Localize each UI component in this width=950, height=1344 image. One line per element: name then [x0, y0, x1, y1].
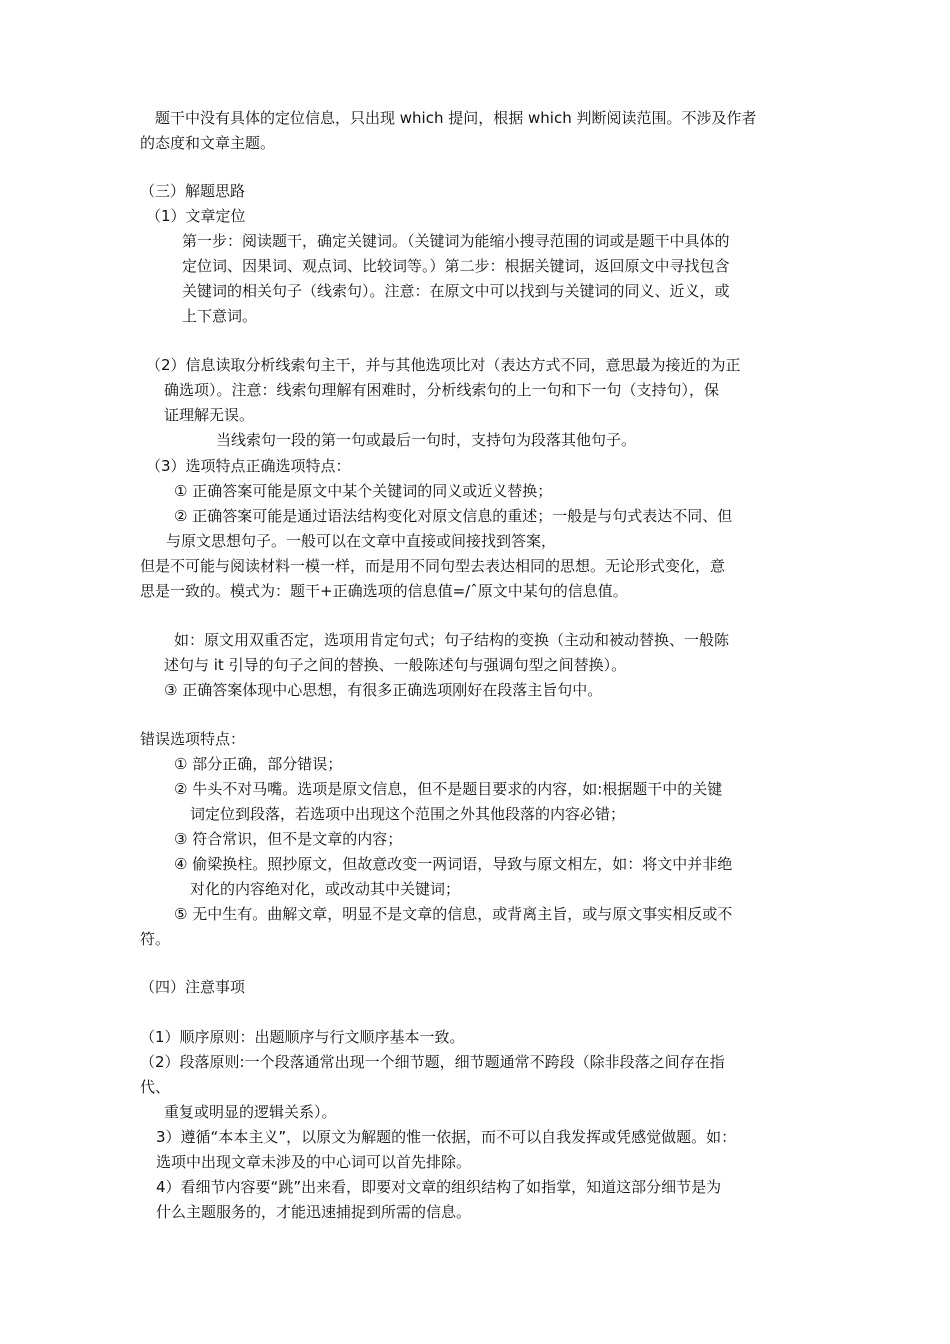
wrong-line-1: ① 部分正确，部分错误；	[174, 755, 343, 773]
step2-line-4: 当线索句一段的第一句或最后一句时，支持句为段落其他句子。	[216, 431, 637, 449]
wrong-line-7: ⑤ 无中生有。曲解文章，明显不是文章的信息，或背离主旨，或与原文事实相反或不	[174, 905, 733, 923]
section4-line-6: 选项中出现文章未涉及的中心词可以首先排除。	[156, 1153, 472, 1171]
step3-title: （3）选项特点正确选项特点：	[146, 457, 351, 475]
section4-line-1: （1）顺序原则：出题顺序与行文顺序基本一致。	[140, 1028, 465, 1046]
correct-line-6: 如：原文用双重否定，选项用肯定句式；句子结构的变换（主动和被动替换、一般陈	[174, 631, 730, 649]
wrong-line-8: 符。	[140, 930, 171, 948]
section3-heading: （三）解题思路	[140, 182, 246, 200]
wrong-line-5: ④ 偷梁换柱。照抄原文，但故意改变一两词语，导致与原文相左，如：将文中并非绝	[174, 855, 733, 873]
section4-heading: （四）注意事项	[140, 978, 246, 996]
correct-line-2: ② 正确答案可能是通过语法结构变化对原文信息的重述；一般是与句式表达不同、但	[174, 507, 733, 525]
wrong-title: 错误选项特点：	[140, 730, 246, 748]
step1-line-2: 定位词、因果词、观点词、比较词等。）第二步：根据关键词，返回原文中寻找包含	[182, 257, 730, 275]
section4-line-3: 代、	[140, 1078, 171, 1096]
correct-line-5: 思是一致的。模式为：题干+正确选项的信息值=/ˆ原文中某句的信息值。	[140, 582, 628, 600]
section4-line-5: 3）遵循“本本主义”，以原文为解题的惟一依据，而不可以自我发挥或凭感觉做题。如：	[156, 1128, 737, 1146]
correct-line-4: 但是不可能与阅读材料一模一样，而是用不同句型去表达相同的思想。无论形式变化，意	[140, 557, 726, 575]
step1-line-1: 第一步：阅读题干，确定关键词。（关键词为能缩小搜寻范围的词或是题干中具体的	[182, 232, 730, 250]
section4-line-8: 什么主题服务的，才能迅速捕捉到所需的信息。	[156, 1203, 472, 1221]
section4-line-2: （2）段落原则:一个段落通常出现一个细节题，细节题通常不跨段（除非段落之间存在指	[140, 1053, 725, 1071]
intro-line-1: 题干中没有具体的定位信息，只出现 which 提问，根据 which 判断阅读范围。不涉及作者	[155, 109, 757, 127]
section4-line-7: 4）看细节内容要“跳”出来看，即要对文章的组织结构了如指掌，知道这部分细节是为	[156, 1178, 722, 1196]
correct-line-8: ③ 正确答案体现中心思想，有很多正确选项刚好在段落主旨句中。	[164, 681, 603, 699]
wrong-line-6: 对化的内容绝对化，或改动其中关键词；	[190, 880, 461, 898]
wrong-line-4: ③ 符合常识，但不是文章的内容；	[174, 830, 403, 848]
step1-line-3: 关键词的相关句子（线索句）。注意：在原文中可以找到与关键词的同义、近义，或	[182, 282, 730, 300]
correct-line-3: 与原文思想句子。一般可以在文章中直接或间接找到答案，	[166, 532, 557, 550]
step2-line-1: （2）信息读取分析线索句主干，并与其他选项比对（表达方式不同，意思最为接近的为正	[146, 356, 741, 374]
correct-line-1: ① 正确答案可能是原文中某个关键词的同义或近义替换；	[174, 482, 553, 500]
wrong-line-3: 词定位到段落，若选项中出现这个范围之外其他段落的内容必错；	[190, 805, 626, 823]
step1-title: （1）文章定位	[146, 207, 246, 225]
section4-line-4: 重复或明显的逻辑关系）。	[164, 1103, 337, 1121]
step2-line-2: 确选项）。注意：线索句理解有困难时，分析线索句的上一句和下一句（支持句），保	[164, 381, 720, 399]
step1-line-4: 上下意词。	[182, 307, 258, 325]
wrong-line-2: ② 牛头不对马嘴。选项是原文信息，但不是题目要求的内容，如:根据题干中的关键	[174, 780, 723, 798]
intro-line-2: 的态度和文章主题。	[140, 134, 276, 152]
step2-line-3: 证理解无误。	[164, 406, 255, 424]
correct-line-7: 述句与 it 引导的句子之间的替换、一般陈述句与强调句型之间替换）。	[164, 656, 627, 674]
